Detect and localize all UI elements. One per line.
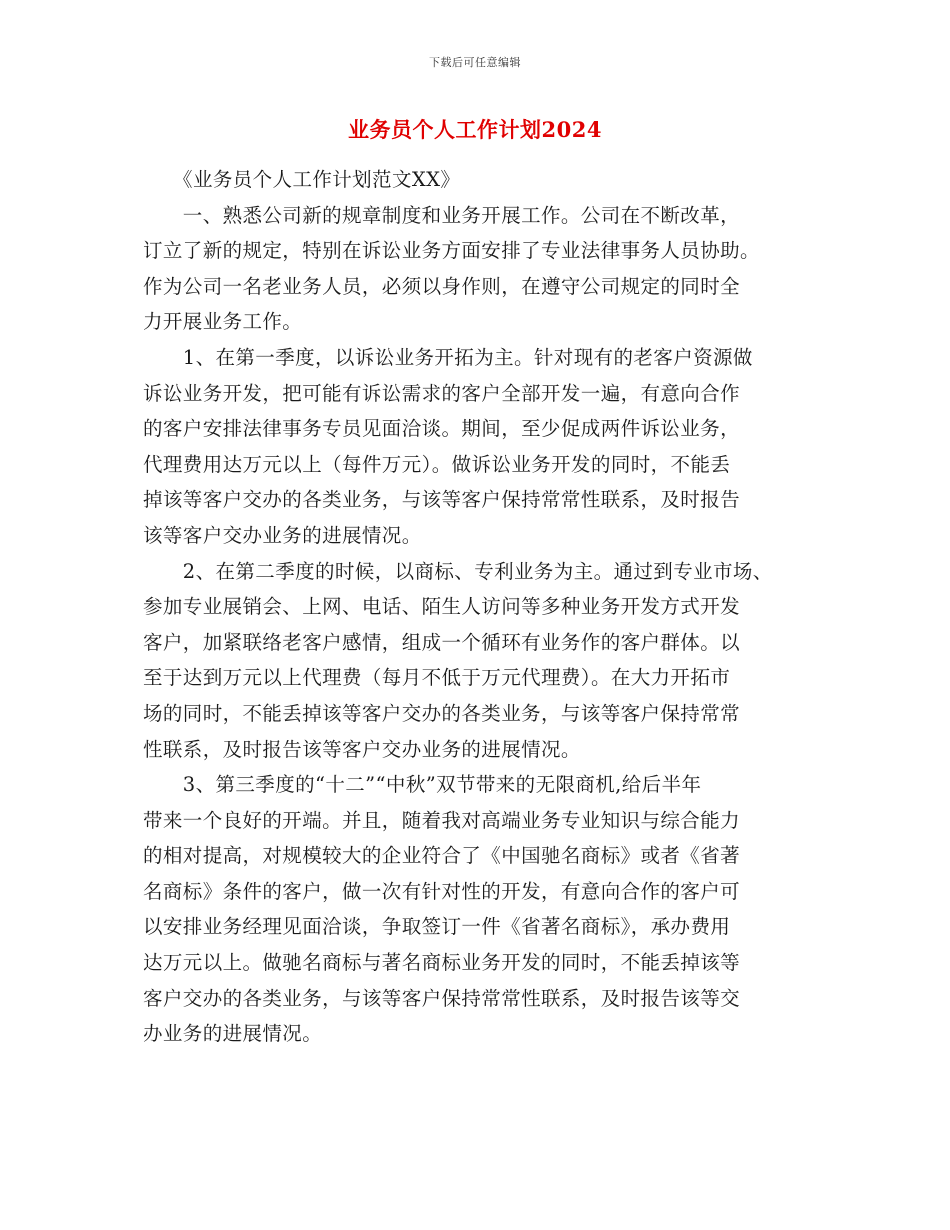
page-header-note: 下载后可任意编辑 xyxy=(429,56,521,69)
paragraph-item-3: 3、第三季度的“十二”“中秋”双节带来的无限商机,给后半年 带来一个良好的开端。并且，随着我对高端业务专业知识与综合能力 的相对提高，对规模较大的企业符合了《中国驰名商标》或者《省著 名商标》条件的客户，做一次有针对性的开发，有意向合作的客户可 以安排业务经理见面洽谈，争取签订一件《省著名商标》，承办费用 达万元以上。做驰名商标与著名商标业务开发的同时，不能丢掉该等 客户交办的各类业务，与该等客户保持常常性联系，及时报告该等交 办业务的进展情况。 xyxy=(143,773,741,1046)
paragraph-subtitle: 《业务员个人工作计划范文XX》 xyxy=(143,168,461,191)
document-title: 业务员个人工作计划2024 xyxy=(348,117,602,142)
paragraph-section-1: 一、熟悉公司新的规章制度和业务开展工作。公司在不断改革， 订立了新的规定，特别在诉讼业务方面安排了专业法律事务人员协助。 作为公司一名老业务人员，必须以身作则，在遵守公司规定的同时全 力开展业务工作。 xyxy=(143,203,760,334)
paragraph-item-1: 1、在第一季度，以诉讼业务开拓为主。针对现有的老客户资源做 诉讼业务开发，把可能有诉讼需求的客户全部开发一遍，有意向合作 的客户安排法律事务专员见面洽谈。期间，至少促成两件诉讼业务， 代理费用达万元以上（每件万元）。做诉讼业务开发的同时，不能丢 掉该等客户交办的各类业务，与该等客户保持常常性联系，及时报告 该等客户交办业务的进展情况。 xyxy=(143,345,753,547)
document-body xyxy=(143,162,843,1052)
paragraph-item-2: 2、在第二季度的时候，以商标、专利业务为主。通过到专业市场、 参加专业展销会、上网、电话、陌生人访问等多种业务开发方式开发 客户，加紧联络老客户感情，组成一个循环有业务作的客户群体。以 至于达到万元以上代理费（每月不低于万元代理费）。在大力开拓市 场的同时，不能丢掉该等客户交办的各类业务，与该等客户保持常常 性联系，及时报告该等客户交办业务的进展情况。 xyxy=(143,559,773,761)
